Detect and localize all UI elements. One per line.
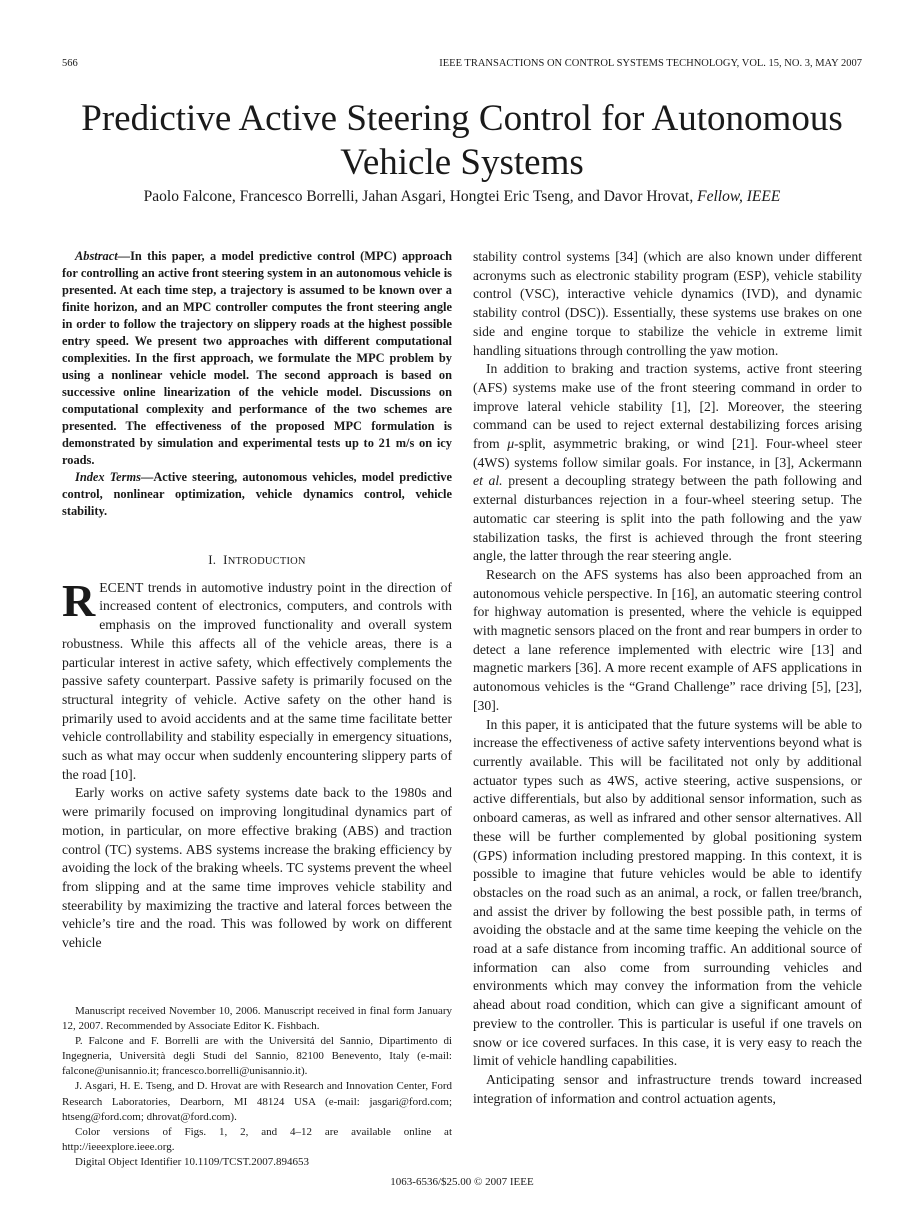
abstract-label: Abstract— (75, 249, 131, 263)
intro-paragraph-1-text: ECENT trends in automotive industry point in the direction of increased content of electronics, computers, and controls with emphasis on the improved functionality and overall system robustness. While this affects all of the vehicle areas, there is a particular interest in active safety, which effectively complements the passive safety counterpart. Passive safety is primarily focused on the structural integrity of vehicle. Active safety on the other hand is primarily used to avoid accidents and at the same time facilitate better vehicle controllability and stability especially in emergency situations, such as what may occur when suddenly encountering slippery parts of the road [10]. (62, 579, 452, 782)
right-paragraph-2 (473, 360, 862, 566)
abstract-text: In this paper, a model predictive control (MPC) approach for controlling an active front steering system in an autonomous vehicle is presented. At each time step, a trajectory is assumed to be known over a finite horizon, and an MPC controller computes the front steering angle in order to follow the trajectory on slippery roads at the highest possible entry speed. We present two approaches with different computational complexities. In the first approach, we formulate the MPC problem by using a nonlinear vehicle model. The second approach is based on successive online linearization of the vehicle model. Discussions on computational complexity and performance of the two schemes are presented. The effectiveness of the proposed MPC formulation is demonstrated by simulation and experimental tests up to 21 m/s on icy roads. (62, 249, 452, 467)
paper-title: Predictive Active Steering Control for Autonomous Vehicle Systems (81, 98, 843, 183)
copyright-line: 1063-6536/$25.00 © 2007 IEEE (390, 1176, 534, 1188)
section-first-letter: I (223, 552, 228, 567)
right-paragraph-2-part-b: -split, asymmetric braking, or wind [21]. Four-wheel steer (4WS) systems follow similar goals. For instance, in [3], Ackermann (473, 436, 863, 470)
right-paragraph-1: stability control systems [34] (which are also known under different acronyms such as electronic stability program (ESP), vehicle stability control (VSC), interactive vehicle dynamics (IVD), and dynamic stability control (DSC)). Essentially, these systems use brakes on one side and engine torque to stabilize the vehicle in extreme limit handling situations through controlling the yaw motion. (473, 249, 862, 358)
right-paragraph-3: Research on the AFS systems has also been approached from an autonomous vehicle perspective. In [16], an automatic steering control for highway automation is presented, where the vehicle is equipped with magnetic sensors placed on the front and rear bumpers in order to detect a lane reference implemented with electric wire [13] and magnetic markers [36]. A more recent example of AFS applications in autonomous vehicles is the “Grand Challenge” race driving [5], [23], [30]. (473, 566, 862, 713)
footnote-block (62, 1004, 452, 1170)
right-paragraph-4: In this paper, it is anticipated that the future systems will be able to increase the effectiveness of active safety interventions beyond what is currently available. This will be facilitated not only by additional actuator types such as 4WS, active steering, active suspensions, or active differentials, but also by additional sensor information, such as onboard cameras, as well as infrared and other sensor alternatives. All these will be further complemented by global positioning system (GPS) information including prestored mapping. In this context, it is possible to imagine that future vehicles would be able to identify obstacles on the road such as an animal, a rock, or fallen tree/branch, and assist the driver by following the best possible path, in terms of avoiding the obstacle and at the same time keeping the vehicle on the road at a safe distance from incoming traffic. An additional source of information can also come from surrounding vehicles and environments which may convey the information from the vehicle ahead about road condition, which can give a significant amount of preview to the controller. This is particular is useful if one travels on snow or ice covered surfaces. In this case, it is very easy to reach the limit of vehicle handling capabilities. (473, 716, 862, 1069)
journal-header: IEEE TRANSACTIONS ON CONTROL SYSTEMS TECHNOLOGY, VOL. 15, NO. 3, MAY 2007 (439, 58, 862, 69)
index-terms-label: Index Terms— (75, 470, 154, 484)
footnote-color-versions: Color versions of Figs. 1, 2, and 4–12 are available online at http://ieeexplore.ieee.org. (62, 1125, 452, 1153)
author-list (40, 188, 884, 206)
mu-symbol: μ (507, 436, 515, 452)
footnote-manuscript: Manuscript received November 10, 2006. Manuscript received in final form January 12, 2007. Recommended by Associate Editor K. Fishbach. (62, 1005, 452, 1033)
author-suffix: Fellow, IEEE (697, 188, 781, 205)
footnote-affiliation-2: J. Asgari, H. E. Tseng, and D. Hrovat are with Research and Innovation Center, Ford Research Laboratories, Dearborn, MI 48124 USA (e-mail: jasgari@ford.com; htseng@ford.com; dhrovat@ford.com). (62, 1080, 452, 1123)
right-paragraph-2-part-a: In addition to braking and traction systems, active front steering (AFS) systems make use of the front steering command in order to improve lateral vehicle stability [1], [2]. Moreover, the steering command can be used to reject external destabilizing forces arising from (473, 361, 862, 452)
right-paragraph-2-part-c: present a decoupling strategy between the path following and external disturbances rejection in a four-wheel steering setup. The automatic car steering is split into the path following and the yaw stabilization tasks, the first is achieved through the front steering angle, the latter through the rear steering angle. (473, 473, 862, 564)
right-paragraph-5: Anticipating sensor and infrastructure trends toward increased integration of information and control actuation agents, (473, 1071, 862, 1106)
page-number: 566 (62, 58, 78, 69)
drop-cap: R (62, 574, 96, 626)
index-terms (62, 469, 452, 520)
right-column (473, 248, 862, 1108)
intro-paragraph-2: Early works on active safety systems date back to the 1980s and were primarily focused on improving longitudinal dynamics part of motion, in particular, on more effective braking (ABS) and traction control (TC) systems. ABS systems increase the braking efficiency by avoiding the lock of the braking wheels. TC systems prevent the wheel from slipping and at the same time improves vehicle stability and steerability by maximizing the tractive and lateral forces between the vehicle’s tire and the road. This was followed by work on different vehicle (62, 785, 452, 951)
section-numeral: I. (208, 552, 217, 567)
author-names: Paolo Falcone, Francesco Borrelli, Jahan Asgari, Hongtei Eric Tseng, and Davor Hrovat, (143, 188, 694, 205)
footnote-doi: Digital Object Identifier 10.1109/TCST.2007.894653 (75, 1155, 310, 1168)
index-terms-text: Active steering, autonomous vehicles, model predictive control, nonlinear optimization, vehicle dynamics control, vehicle stability. (62, 470, 452, 518)
section-title-rest: NTRODUCTION (227, 556, 306, 567)
et-al: et al. (473, 473, 503, 489)
footnote-affiliation-1: P. Falcone and F. Borrelli are with the Universitá del Sannio, Dipartimento di Ingegneria, Università degli Studi del Sannio, 82100 Benevento, Italy (e-mail: falcone@unisannio.it; francesco.borrelli@unisannio.it). (62, 1035, 452, 1078)
abstract (62, 248, 452, 469)
left-column (62, 248, 452, 953)
intro-paragraph-1 (62, 574, 452, 785)
section-heading-introduction (62, 551, 452, 572)
